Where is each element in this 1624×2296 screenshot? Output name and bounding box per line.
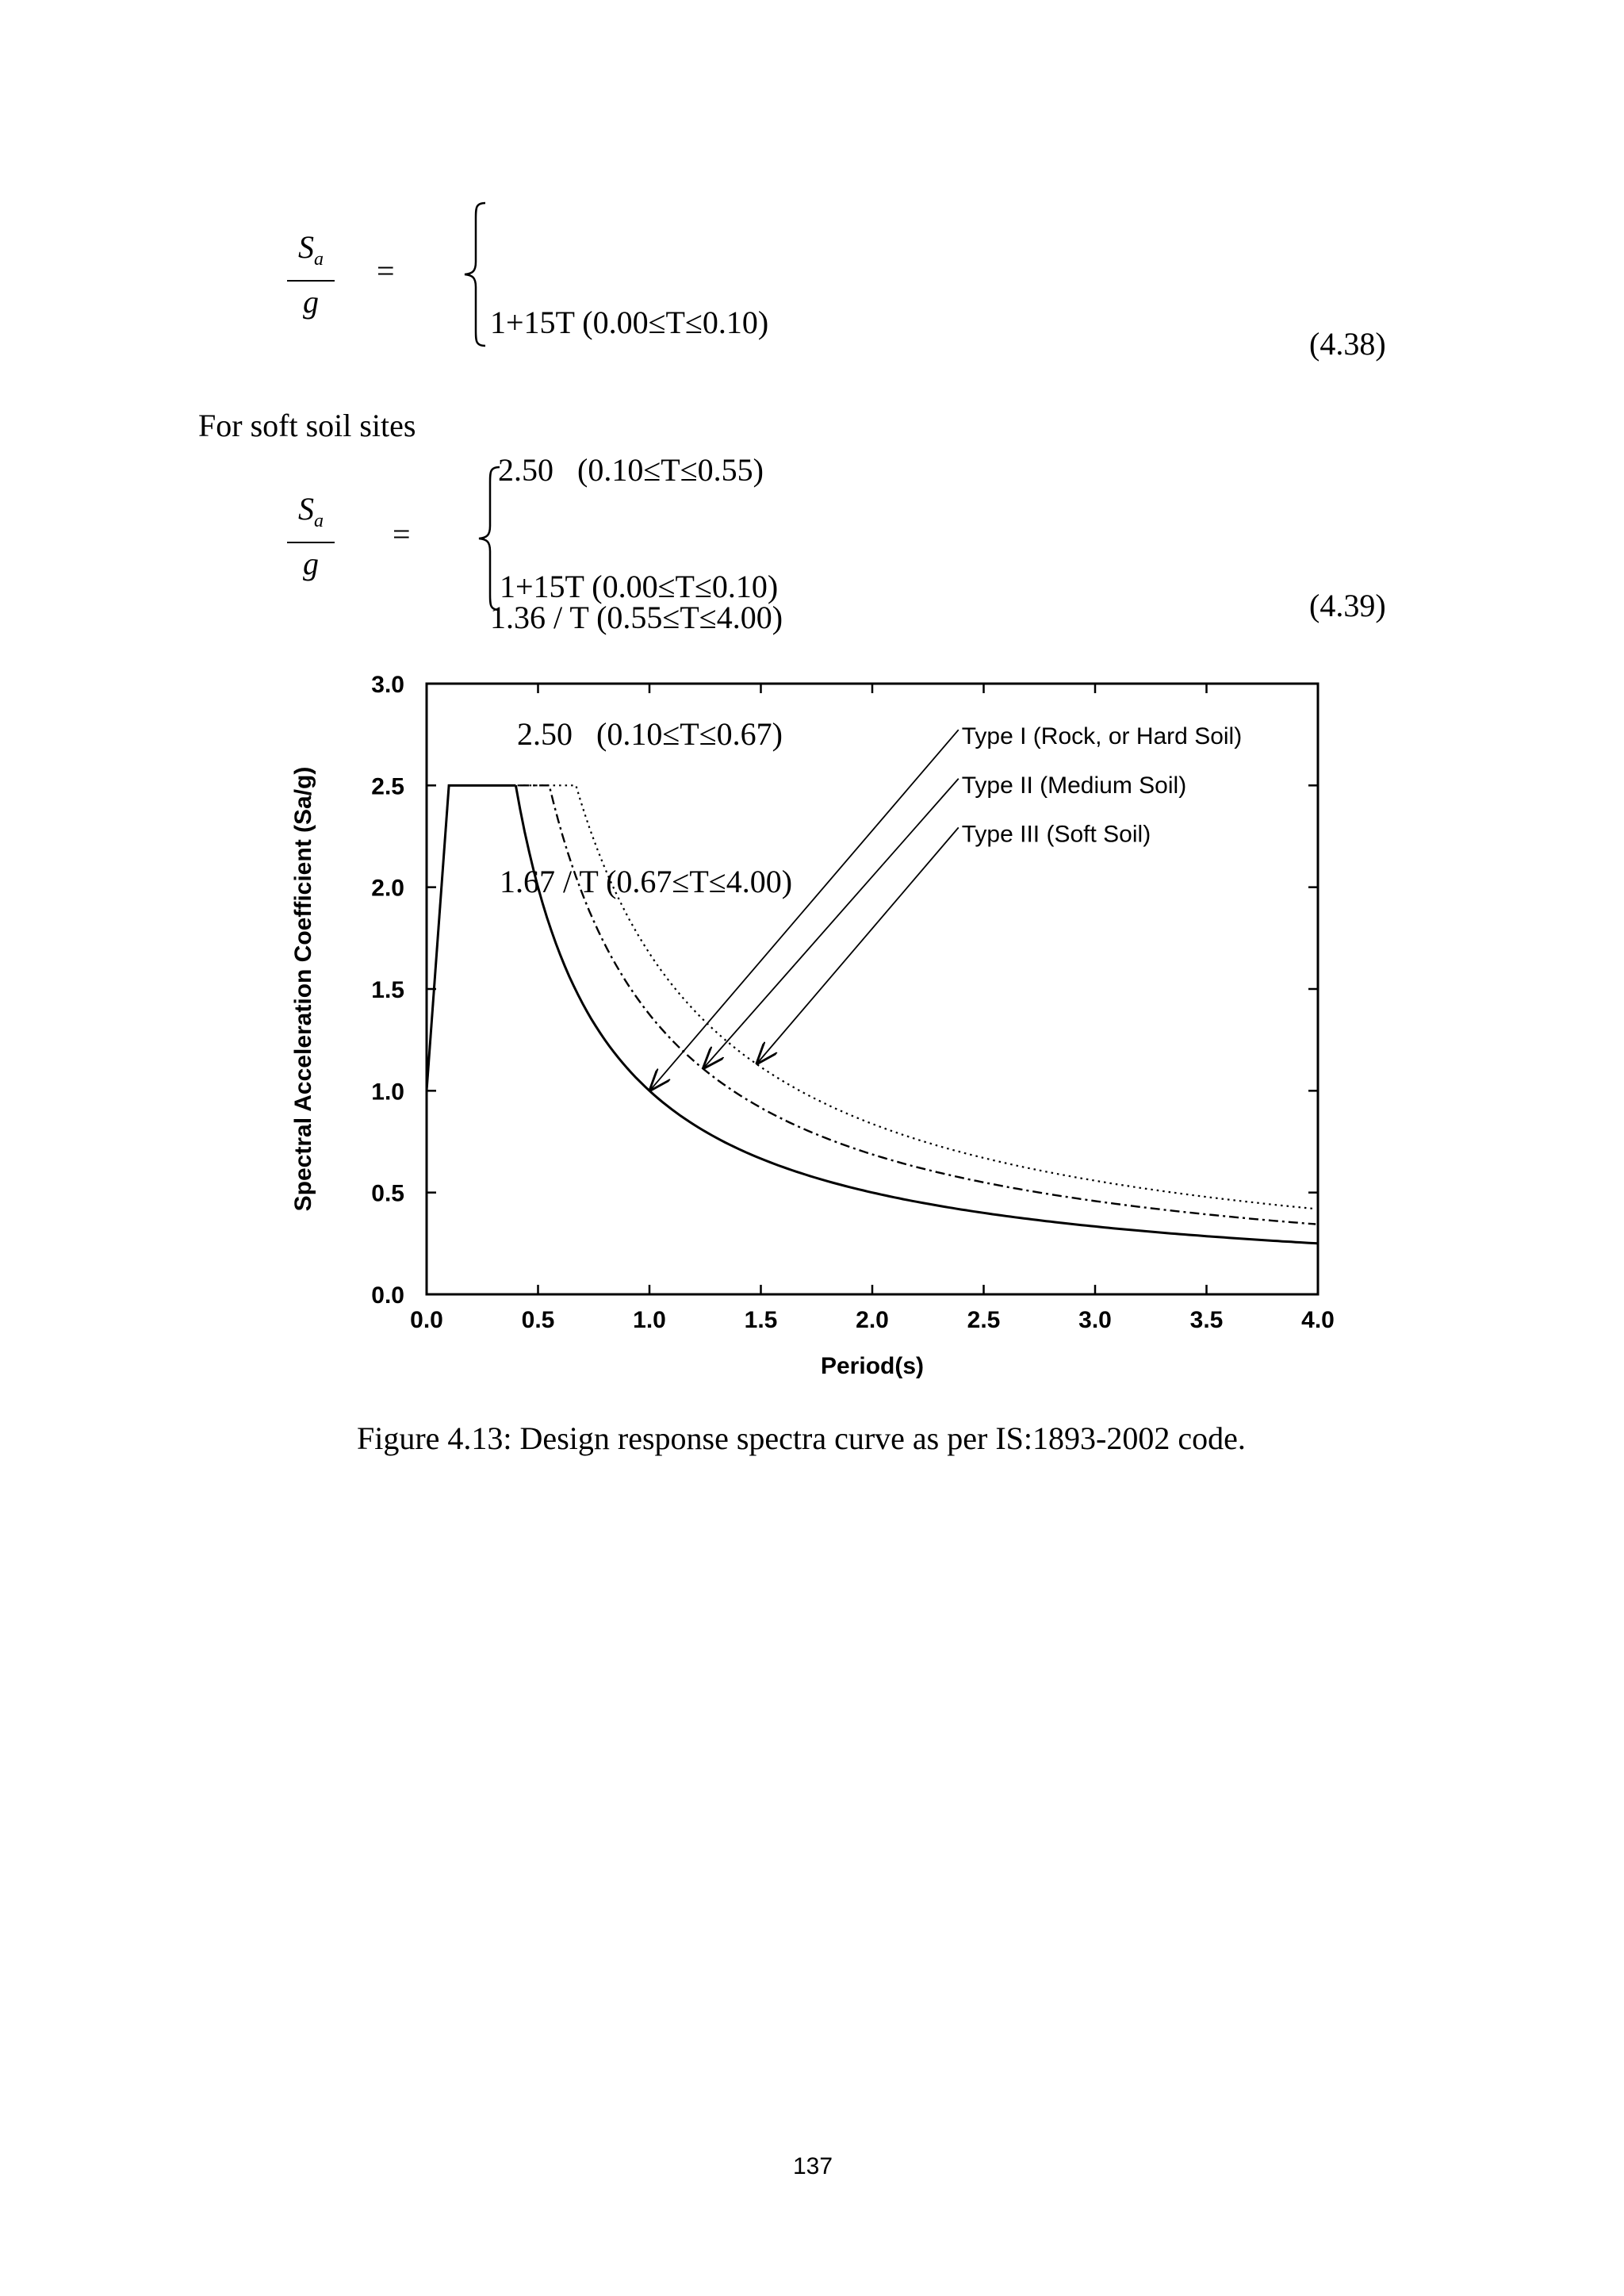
y-axis-label: Spectral Acceleration Coefficient (Sa/g) — [290, 766, 316, 1212]
lhs-symbol: S — [298, 229, 314, 265]
y-tick-label: 0.0 — [371, 1282, 404, 1309]
x-tick-label: 0.0 — [410, 1307, 443, 1333]
legend-label-3: Type III (Soft Soil) — [961, 821, 1151, 848]
x-tick-label: 3.0 — [1078, 1307, 1112, 1333]
equals-sign: = — [377, 253, 395, 289]
response-spectra-chart — [285, 666, 1356, 1396]
x-tick-label: 4.0 — [1301, 1307, 1335, 1333]
y-tick-label: 0.5 — [371, 1180, 404, 1207]
case-line: 2.50 (0.10≤T≤0.67) — [517, 716, 783, 752]
legend-label-2: Type II (Medium Soil) — [961, 772, 1187, 799]
page-number: 137 — [793, 2153, 833, 2179]
x-tick-label: 1.5 — [744, 1307, 778, 1333]
equation-number: (4.39) — [1309, 588, 1386, 623]
x-axis-label: Period(s) — [820, 1353, 925, 1379]
lhs-symbol: S — [298, 491, 314, 527]
x-tick-label: 3.5 — [1189, 1307, 1224, 1333]
paragraph-text: For soft soil sites — [198, 408, 416, 443]
left-brace — [462, 200, 488, 349]
equation-lhs-fraction — [287, 230, 335, 320]
case-line: 1+15T (0.00≤T≤0.10) — [490, 305, 769, 340]
series-line-1 — [427, 785, 1318, 1244]
y-tick-label: 1.5 — [371, 977, 404, 1003]
lhs-denominator: g — [303, 284, 319, 320]
x-tick-label: 0.5 — [521, 1307, 555, 1333]
case-line: 1+15T (0.00≤T≤0.10) — [500, 569, 779, 604]
equation-number: (4.38) — [1309, 326, 1386, 362]
figure-caption: Figure 4.13: Design response spectra curve as per IS:1893-2002 code. — [357, 1420, 1246, 1456]
lhs-subscript: a — [314, 249, 324, 270]
legend-arrow-3 — [758, 827, 959, 1062]
case-line: 1.67 / T (0.67≤T≤4.00) — [500, 864, 793, 899]
series-line-2 — [427, 785, 1316, 1224]
y-tick-label: 3.0 — [371, 672, 404, 698]
legend-arrow-1 — [651, 730, 959, 1089]
y-tick-label: 2.0 — [371, 875, 404, 902]
legend-label-1: Type I (Rock, or Hard Soil) — [961, 723, 1243, 750]
x-tick-label: 1.0 — [633, 1307, 666, 1333]
lhs-subscript: a — [314, 511, 324, 531]
left-brace — [476, 464, 503, 613]
x-tick-label: 2.0 — [856, 1307, 889, 1333]
case-line: 2.50 (0.10≤T≤0.55) — [498, 452, 764, 488]
x-tick-label: 2.5 — [967, 1307, 1001, 1333]
equals-sign: = — [393, 516, 411, 552]
equation-lhs-fraction — [287, 492, 335, 581]
legend-arrow-2 — [704, 779, 958, 1068]
lhs-denominator: g — [303, 546, 319, 581]
y-tick-label: 1.0 — [371, 1079, 404, 1106]
series-line-3 — [427, 785, 1316, 1209]
y-tick-label: 2.5 — [371, 773, 404, 800]
case-line: 1.36 / T (0.55≤T≤4.00) — [490, 600, 783, 635]
